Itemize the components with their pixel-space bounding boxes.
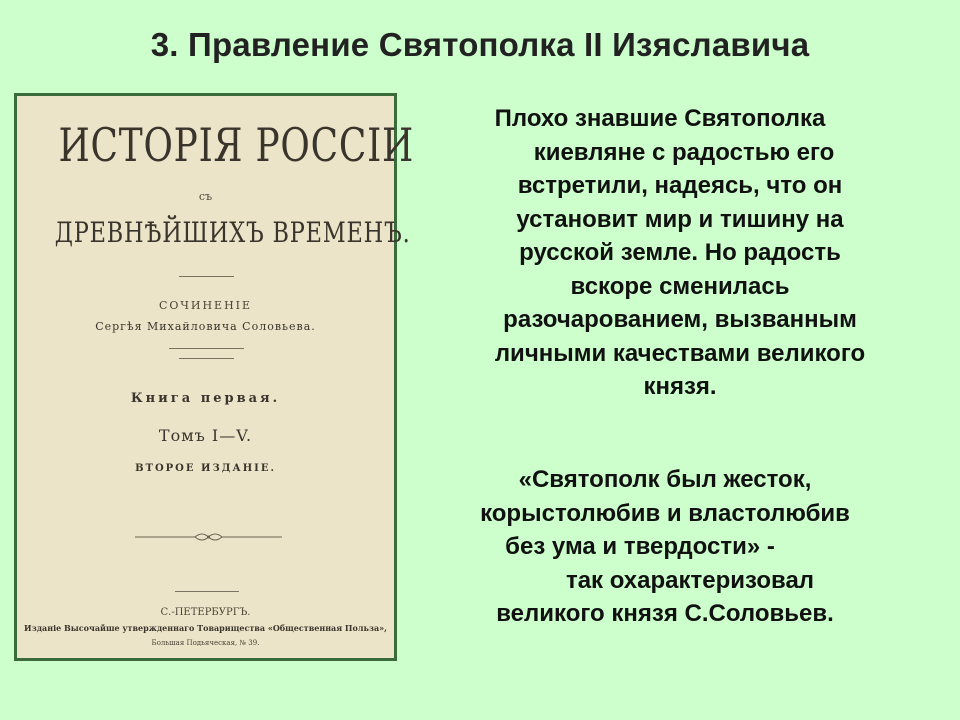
book-subtitle: ДРЕВНѢЙШИХЪ ВРЕМЕНЪ. xyxy=(54,216,411,249)
book-publisher: Изданіе Высочайше утвержденнаго Товарищества «Общественная Польза», xyxy=(24,623,387,633)
book-cover-image xyxy=(14,93,415,661)
quote-line: «Святополк был жесток, xyxy=(518,466,812,493)
quote-line: без ума и твердости» - xyxy=(505,533,775,560)
paragraph-line: Плохо знавшие Святополка xyxy=(494,105,826,132)
paragraph-line: встретили, надеясь, что он xyxy=(517,172,843,199)
book-city: С.-ПЕТЕРБУРГЪ. xyxy=(160,607,251,618)
quote-line: так охарактеризовал xyxy=(565,566,815,594)
paragraph-quote xyxy=(420,463,940,631)
ornament-divider xyxy=(135,531,282,543)
paragraph-line: вскоре сменилась xyxy=(570,272,790,300)
paragraph-line: установит мир и тишину на xyxy=(516,205,844,233)
paragraph-description xyxy=(420,102,940,404)
paragraph-line: личными качествами великого xyxy=(494,339,866,367)
divider xyxy=(175,591,239,592)
book-izdanie: ВТОРОЕ ИЗДАНІЕ. xyxy=(135,463,276,474)
quote-line: корыстолюбив и властолюбив xyxy=(480,499,850,527)
divider xyxy=(179,276,234,277)
book-kniga: Книга первая. xyxy=(130,391,281,406)
slide-title: 3. Правление Святополка II Изяславича xyxy=(150,26,810,63)
book-title: ИСТОРІЯ РОССІИ xyxy=(58,118,415,172)
book-address: Большая Подьяческая, № 39. xyxy=(151,639,260,647)
paragraph-line: киевляне с радостью его xyxy=(533,138,835,166)
paragraph-line: русской земле. Но радость xyxy=(519,239,841,266)
book-tom: Томъ I—V. xyxy=(158,426,253,445)
book-s: съ xyxy=(198,190,213,203)
quote-line: великого князя С.Соловьев. xyxy=(496,600,834,627)
paragraph-line: князя. xyxy=(643,373,717,400)
book-author: Сергѣя Михайловича Соловьева. xyxy=(95,320,316,333)
book-sochinenie: СОЧИНЕНІЕ xyxy=(158,299,253,312)
divider xyxy=(169,348,244,349)
divider xyxy=(179,358,234,359)
paragraph-line: разочарованием, вызванным xyxy=(503,306,857,333)
